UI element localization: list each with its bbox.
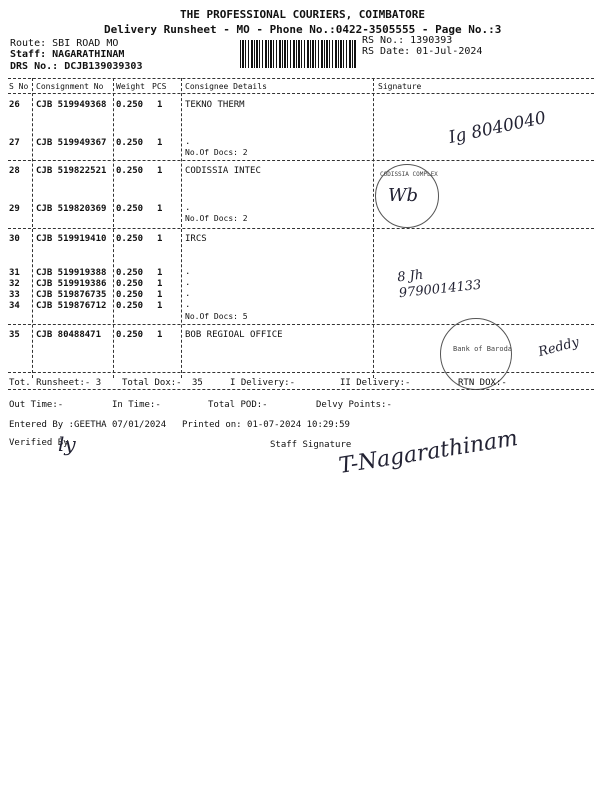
ii-delivery: II Delivery:-	[340, 378, 411, 388]
row-sno: 35	[9, 330, 20, 340]
entered-by: Entered By :GEETHA 07/01/2024	[9, 420, 167, 430]
out-time: Out Time:-	[9, 400, 64, 410]
barcode	[240, 40, 356, 68]
row-pcs: 1	[157, 234, 163, 244]
row-consignee: .	[185, 278, 191, 288]
codissia-initial: Wb	[388, 185, 419, 206]
staff-signature-label: Staff Signature	[270, 440, 352, 450]
staff-signature: T-Nagarathinam	[337, 426, 520, 479]
divider	[8, 228, 594, 229]
row-weight: 0.250	[116, 138, 144, 148]
row-consignee: CODISSIA INTEC	[185, 166, 261, 176]
tot-runsheet: Tot. Runsheet:- 3	[9, 378, 102, 388]
row-sno: 31	[9, 268, 20, 278]
row-pcs: 1	[157, 279, 163, 289]
docs-count: No.Of Docs: 2	[185, 148, 248, 157]
row-sno: 33	[9, 290, 20, 300]
row-weight: 0.250	[116, 204, 144, 214]
rtn-dox: RTN DOX:-	[458, 378, 507, 388]
verified-by: Verified By	[9, 438, 69, 448]
divider	[8, 389, 594, 390]
row-consignment: CJB 519919386	[36, 279, 107, 289]
row-sno: 34	[9, 301, 20, 311]
staff-label: Staff:	[10, 49, 47, 60]
row-consignee: .	[185, 203, 191, 213]
row-consignee: BOB REGIOAL OFFICE	[185, 330, 283, 340]
i-delivery: I Delivery:-	[230, 378, 296, 388]
company-title: THE PROFESSIONAL COURIERS, COIMBATORE	[180, 8, 426, 21]
row-sno: 32	[9, 279, 20, 289]
row-pcs: 1	[157, 290, 163, 300]
route-line	[10, 38, 118, 49]
row-weight: 0.250	[116, 330, 144, 340]
row-weight: 0.250	[116, 166, 144, 176]
delvy-points: Delvy Points:-	[316, 400, 392, 410]
row-consignment: CJB 519949368	[36, 100, 107, 110]
signature-row-27: Ig 8040040	[446, 107, 548, 149]
docs-count: No.Of Docs: 2	[185, 214, 248, 223]
total-dox-value: 35	[192, 378, 203, 388]
total-pod: Total POD:-	[208, 400, 268, 410]
row-weight: 0.250	[116, 279, 144, 289]
in-time: In Time:-	[112, 400, 161, 410]
row-pcs: 1	[157, 100, 163, 110]
divider	[8, 160, 594, 161]
row-sno: 27	[9, 138, 20, 148]
divider	[8, 93, 594, 94]
rs-number: RS No.: 1390393	[362, 35, 453, 46]
row-consignment: CJB 519949367	[36, 138, 107, 148]
row-sno: 29	[9, 204, 20, 214]
row-consignment: CJB 519919410	[36, 234, 107, 244]
printed-on: Printed on: 01-07-2024 10:29:59	[182, 420, 350, 430]
row-pcs: 1	[157, 138, 163, 148]
row-sno: 26	[9, 100, 20, 110]
docs-count: No.Of Docs: 5	[185, 312, 248, 321]
row-weight: 0.250	[116, 301, 144, 311]
row-consignee: .	[185, 289, 191, 299]
row-consignment: CJB 519876712	[36, 301, 107, 311]
row-consignment: CJB 80488471	[36, 330, 102, 340]
row-consignment: CJB 519822521	[36, 166, 107, 176]
row-consignee: .	[185, 267, 191, 277]
row-consignment: CJB 519820369	[36, 204, 107, 214]
row-pcs: 1	[157, 268, 163, 278]
route-label: Route:	[10, 38, 47, 49]
col-consignee: Consignee Details	[185, 82, 267, 91]
row-sno: 28	[9, 166, 20, 176]
drs-label: DRS No.:	[10, 61, 59, 72]
row-consignee: .	[185, 300, 191, 310]
total-dox-label: Total Dox:-	[122, 378, 182, 388]
drs-value: DCJB139039303	[64, 61, 143, 72]
row-sno: 30	[9, 234, 20, 244]
col-sno: S No	[9, 82, 29, 91]
signature-row-31: 8 Jh 9790014133	[396, 267, 483, 302]
codissia-stamp-text: CODISSIA COMPLEX	[380, 171, 438, 178]
route-value: SBI ROAD MO	[52, 38, 119, 49]
row-consignment: CJB 519919388	[36, 268, 107, 278]
row-consignee: .	[185, 137, 191, 147]
col-weight: Weight	[116, 82, 145, 91]
rs-date: RS Date: 01-Jul-2024	[362, 46, 483, 57]
signature-row-35: Reddy	[536, 334, 581, 361]
verified-signature: ly	[58, 432, 76, 456]
row-consignee: TEKNO THERM	[185, 100, 245, 110]
row-consignee: IRCS	[185, 234, 207, 244]
codissia-stamp	[375, 164, 439, 228]
runsheet-title: Delivery Runsheet - MO - Phone No.:0422-3505555 - Page No.:3	[104, 23, 502, 36]
col-signature: Signature	[378, 82, 422, 91]
col-pcs: PCS	[152, 82, 167, 91]
bank-stamp-text: Bank of Baroda	[453, 345, 513, 353]
drs-line	[10, 61, 142, 72]
row-consignment: CJB 519876735	[36, 290, 107, 300]
row-pcs: 1	[157, 166, 163, 176]
divider	[8, 78, 594, 79]
row-pcs: 1	[157, 204, 163, 214]
row-weight: 0.250	[116, 234, 144, 244]
row-weight: 0.250	[116, 290, 144, 300]
staff-line	[10, 49, 124, 60]
row-pcs: 1	[157, 330, 163, 340]
row-weight: 0.250	[116, 100, 144, 110]
row-weight: 0.250	[116, 268, 144, 278]
col-consignment: Consignment No	[36, 82, 104, 91]
staff-value: NAGARATHINAM	[52, 49, 125, 60]
row-pcs: 1	[157, 301, 163, 311]
divider	[8, 324, 594, 325]
